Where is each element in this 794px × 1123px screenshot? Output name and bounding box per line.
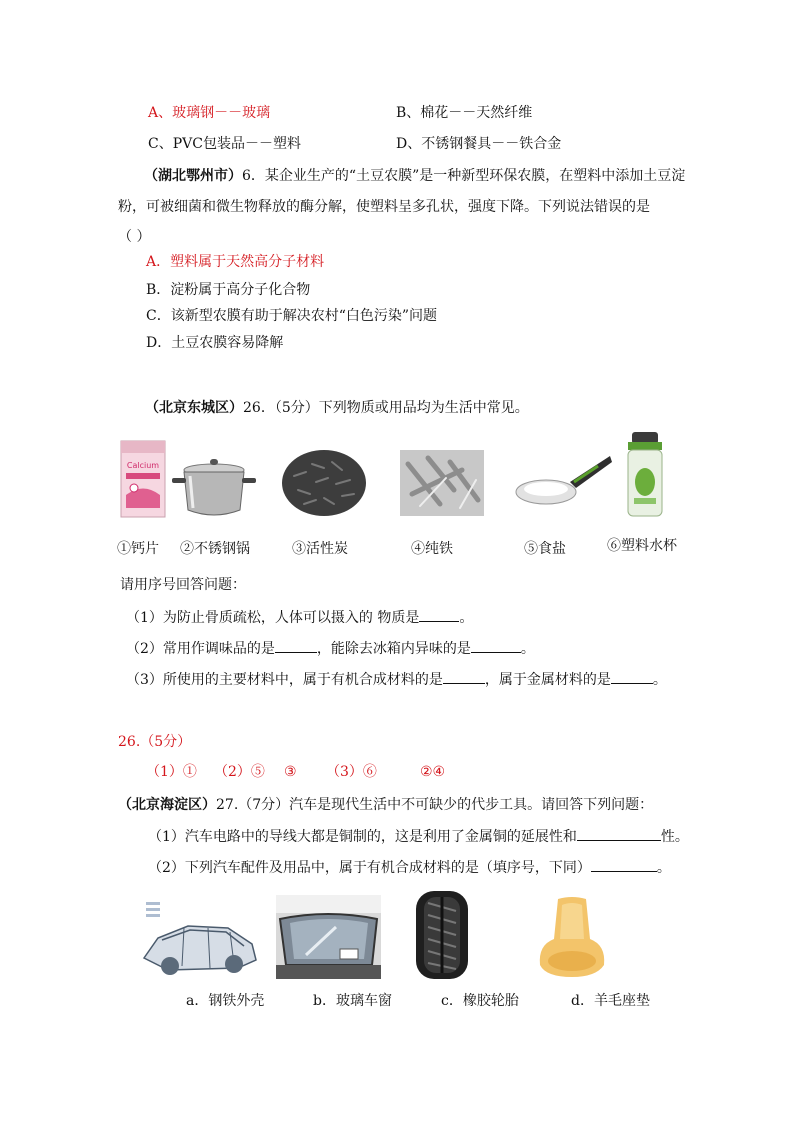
q27-sub1: （1）汽车电路中的导线大都是铜制的，这是利用了金属铜的延展性和 性。 bbox=[148, 826, 689, 847]
q26-stem bbox=[145, 398, 529, 418]
q27-item-a: a．钢铁外壳 bbox=[186, 993, 265, 1009]
q27-sub2: （2）下列汽车配件及用品中，属于有机合成材料的是（填序号，下同） 。 bbox=[148, 857, 671, 878]
q6-stem-text: 6．某企业生产的“土豆农膜”是一种新型环保农膜，在塑料中添加土豆淀 bbox=[242, 168, 686, 184]
answer-blank[interactable] bbox=[471, 638, 521, 653]
q26-sub2: （2）常用作调味品的是 ，能除去冰箱内异味的是 。 bbox=[126, 638, 535, 659]
q6-source: （湖北鄂州市） bbox=[144, 168, 242, 184]
q26-answer-2: （2）⑤ bbox=[214, 764, 265, 780]
q6-option-c: C．该新型农膜有助于解决农村“白色污染”问题 bbox=[146, 308, 438, 324]
q27-item-d: d．羊毛座垫 bbox=[571, 993, 650, 1009]
rubber-tire-image bbox=[414, 889, 470, 981]
answer-blank[interactable] bbox=[591, 857, 657, 872]
steel-car-body-image bbox=[138, 898, 262, 982]
q26-item-6: ⑥塑料水杯 bbox=[607, 538, 677, 554]
q26-answer-title: 26.（5分） bbox=[118, 734, 192, 750]
q5-option-c: C、PVC包装品－－塑料 bbox=[148, 136, 301, 152]
salt-spoon-image bbox=[514, 452, 614, 508]
q26-answer-1: （1）① bbox=[146, 764, 197, 780]
q27-stem bbox=[118, 795, 653, 815]
calcium-tablet-box-image bbox=[120, 440, 166, 518]
q27-item-b: b．玻璃车窗 bbox=[313, 993, 392, 1009]
q27-source: （北京海淀区） bbox=[118, 797, 216, 813]
q26-source: （北京东城区） bbox=[145, 400, 243, 416]
q6-stem-line2: 粉，可被细菌和微生物释放的酶分解，使塑料呈多孔状，强度下降。下列说法错误的是 bbox=[118, 199, 650, 215]
q26-item-5: ⑤食盐 bbox=[524, 541, 566, 557]
q5-option-d: D、不锈钢餐具－－铁合金 bbox=[396, 136, 562, 152]
q6-option-d: D．土豆农膜容易降解 bbox=[146, 335, 284, 351]
answer-blank[interactable] bbox=[443, 669, 485, 684]
q26-item-1: ①钙片 bbox=[117, 541, 159, 557]
q6-stem-line1 bbox=[144, 166, 685, 186]
q5-option-a: A、玻璃钢－－玻璃 bbox=[148, 105, 271, 121]
q26-answer-4: （3）⑥ bbox=[326, 764, 377, 780]
q6-paren: （ ） bbox=[118, 229, 151, 245]
glass-car-window-image bbox=[276, 895, 381, 979]
q27-stem-text: 27.（7分）汽车是现代生活中不可缺少的代步工具。请回答下列问题： bbox=[216, 797, 654, 813]
package-text: Calcium bbox=[126, 461, 160, 470]
q5-option-b: B、棉花－－天然纤维 bbox=[396, 105, 533, 121]
answer-blank[interactable] bbox=[577, 826, 661, 841]
q26-item-3: ③活性炭 bbox=[292, 541, 348, 557]
q6-option-b: B．淀粉属于高分子化合物 bbox=[146, 282, 311, 298]
q26-answer-5: ②④ bbox=[420, 764, 446, 780]
q27-item-c: c．橡胶轮胎 bbox=[441, 993, 519, 1009]
q26-prompt: 请用序号回答问题： bbox=[120, 577, 246, 593]
q26-sub1: （1）为防止骨质疏松，人体可以摄入的 物质是 。 bbox=[126, 607, 473, 628]
answer-blank[interactable] bbox=[611, 669, 653, 684]
q26-answer-3: ③ bbox=[284, 764, 297, 780]
q26-item-2: ②不锈钢锅 bbox=[180, 541, 250, 557]
wool-seat-cushion-image bbox=[536, 895, 608, 979]
plastic-cup-image bbox=[624, 432, 668, 518]
q6-option-a: A．塑料属于天然高分子材料 bbox=[146, 254, 325, 270]
q26-stem-text: 26．（5分）下列物质或用品均为生活中常见。 bbox=[243, 400, 529, 416]
q26-sub3: （3）所使用的主要材料中，属于有机合成材料的是 ，属于金属材料的是 。 bbox=[126, 669, 667, 690]
pure-iron-image bbox=[400, 450, 484, 516]
q26-item-4: ④纯铁 bbox=[411, 541, 453, 557]
answer-blank[interactable] bbox=[275, 638, 317, 653]
activated-carbon-image bbox=[280, 448, 368, 518]
answer-blank[interactable] bbox=[419, 607, 459, 622]
stainless-steel-pot-image bbox=[172, 458, 256, 520]
